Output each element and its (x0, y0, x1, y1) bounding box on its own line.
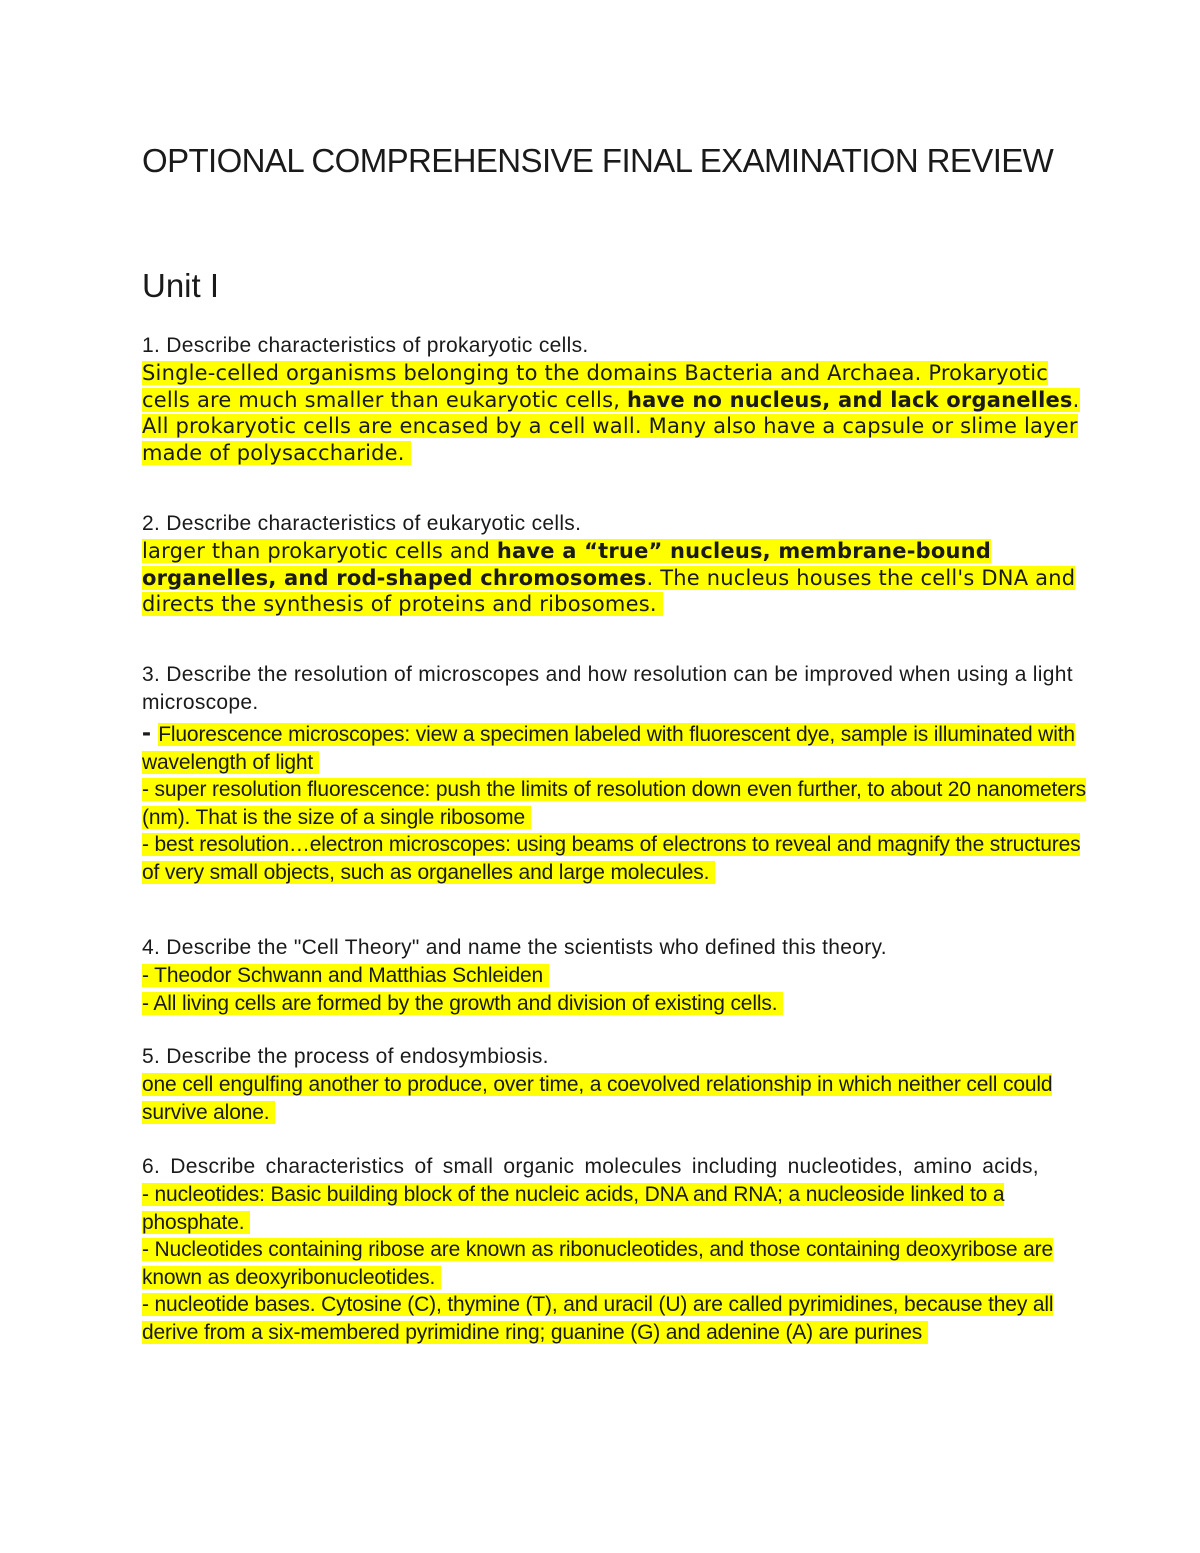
question-2-prompt: 2. Describe characteristics of eukaryotic cells. (142, 512, 582, 535)
page-title: OPTIONAL COMPREHENSIVE FINAL EXAMINATION REVIEW (142, 142, 1054, 179)
answer-line-text: - nucleotides: Basic building block of the nucleic acids, DNA and RNA; a nucleoside linked to a phosphate. (142, 1183, 1005, 1234)
answer-line-text: one cell engulfing another to produce, over time, a coevolved relationship in which neither cell could survive alone. (142, 1073, 1053, 1124)
answer-bold-text: have a “true” nucleus, membrane-bound organelles, and rod-shaped chromosomes (142, 539, 992, 590)
answer-line (142, 831, 1102, 886)
answer-text: Single-celled organisms belonging to the domains Bacteria and Archaea. Prokaryotic cells are much smaller than eukaryotic cells, (142, 361, 1049, 412)
question-5-prompt: 5. Describe the process of endosymbiosis. (142, 1045, 549, 1068)
answer-line-text: Fluorescence microscopes: view a specimen labeled with fluorescent dye, sample is illuminated with wavelength of light (142, 723, 1075, 774)
answer-text: . All prokaryotic cells are encased by a cell wall. Many also have a capsule or slime layer made of polysaccharide. (142, 387, 1080, 465)
answer-line (142, 719, 1102, 776)
question-1 (142, 332, 1102, 466)
question-1-answer (142, 360, 1102, 466)
answer-line (142, 1236, 1102, 1291)
question-2 (142, 510, 1102, 618)
answer-text: . The nucleus houses the cell's DNA and directs the synthesis of proteins and ribosomes. (142, 565, 1076, 616)
question-3-answer (142, 719, 1102, 887)
answer-line-text: - best resolution…electron microscopes: using beams of electrons to reveal and magnify the structures of very small objects, such as organelles and large molecules. (142, 833, 1081, 884)
answer-line-text: - All living cells are formed by the growth and division of existing cells. (142, 992, 783, 1015)
answer-line-text: - nucleotide bases. Cytosine (C), thymine (T), and uracil (U) are called pyrimidines, because they all derive from a six-membered pyrimidine ring; guanine (G) and adenine (A) are purines (142, 1293, 1054, 1344)
answer-line (142, 776, 1102, 831)
answer-line (142, 990, 1102, 1018)
answer-line (142, 1071, 1102, 1126)
question-1-prompt: 1. Describe characteristics of prokaryotic cells. (142, 334, 589, 357)
answer-line-text: - Theodor Schwann and Matthias Schleiden (142, 964, 549, 987)
question-3-prompt: 3. Describe the resolution of microscopes and how resolution can be improved when using a light microscope. (142, 663, 1073, 714)
question-4 (142, 934, 1102, 1017)
answer-bold-text: have no nucleus, and lack organelles (626, 387, 1073, 412)
question-5 (142, 1043, 1102, 1126)
question-4-prompt: 4. Describe the "Cell Theory" and name the scientists who defined this theory. (142, 936, 887, 959)
answer-text: larger than prokaryotic cells and (142, 539, 497, 563)
answer-line (142, 1291, 1102, 1346)
question-2-answer (142, 538, 1102, 618)
bullet-dash: - (142, 717, 159, 747)
question-3 (142, 661, 1102, 887)
question-6 (142, 1153, 1102, 1347)
answer-line-text: - Nucleotides containing ribose are known as ribonucleotides, and those containing deoxyribose are known as deoxyribonucleotides. (142, 1238, 1054, 1289)
answer-line (142, 1181, 1102, 1236)
answer-line (142, 962, 1102, 990)
unit-heading: Unit I (142, 267, 220, 304)
answer-line-text: - super resolution fluorescence: push the limits of resolution down even further, to about 20 nanometers (nm). That is the size of a single ribosome (142, 778, 1086, 829)
question-6-prompt: 6. Describe characteristics of small organic molecules including nucleotides, amino acids, (142, 1155, 1039, 1178)
